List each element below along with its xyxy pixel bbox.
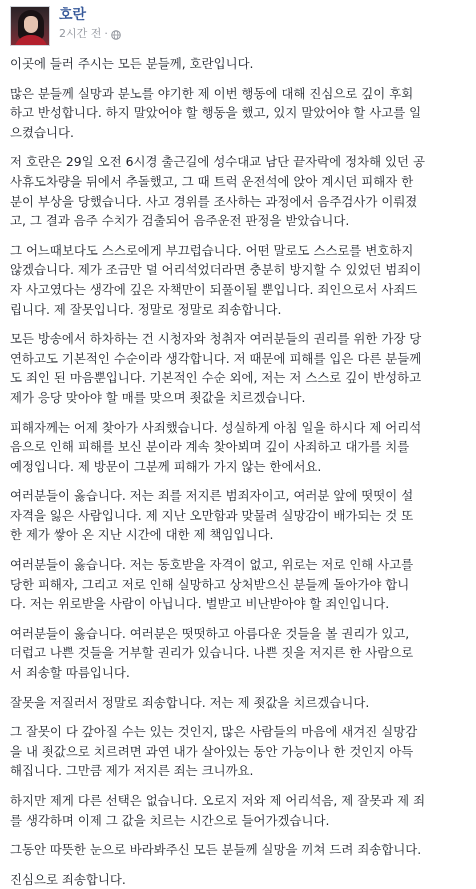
post-meta [59,26,121,41]
post-paragraph: 많은 분들께 실망과 분노를 야기한 제 이번 행동에 대해 진심으로 깊이 후회 하고 반성합니다. 하지 말았어야 할 행동을 했고, 있지 말았어야 할 사고를 일 으켰습니다. [10,85,422,140]
globe-icon[interactable] [111,29,121,39]
post-header [10,6,467,48]
post-paragraph: 여러분들이 옳습니다. 저는 죄를 저지른 범죄자이고, 여러분 앞에 떳떳이 설 자격을 잃은 사람입니다. 제 지난 오만함과 맞물려 실망감이 배가되는 것 또 한 제가 쌓아 온 지난 시간에 대한 제 책임입니다. [10,488,414,543]
post-paragraph: 여러분들이 옳습니다. 여러분은 떳떳하고 아름다운 것들을 볼 권리가 있고, 더럽고 나쁜 것들을 거부할 권리가 있습니다. 나쁜 짓을 저지른 한 사람으로 서 죄송할 따름입니다. [10,625,414,681]
avatar-face [24,16,38,33]
post-paragraph: 모든 방송에서 하차하는 건 시청자와 청취자 여러분들의 권리를 위한 가장 당 연하고도 기본적인 수순이라 생각합니다. 저 때문에 피해를 입은 다른 분들께 도 죄인 된 마음뿐입니다. 기본적인 수순 외에, 저는 저 스스로 깊이 반성하고 제가 응당 맞아야 할 매를 맞으며 죗값을 치르겠습니다. [10,331,422,405]
post-timestamp[interactable]: 2시간 전 [59,27,102,40]
post-paragraph: 저 호란은 29일 오전 6시경 출근길에 성수대교 남단 끝자락에 정차해 있던 공 사휴도차량을 뒤에서 추돌했고, 그 때 트럭 운전석에 앉아 계시던 피해자 한 분이 부상을 당했습니다. 사고 경위를 조사하는 과정에서 음주검사가 이뤄졌 고, 그 결과 음주 수치가 검출되어 음주운전 판정을 받았습니다. [10,154,425,229]
meta-separator: · [104,27,108,40]
avatar[interactable] [10,6,50,46]
post-paragraph: 잘못을 저질러서 정말로 죄송합니다. 저는 제 죗값을 치르겠습니다. [10,694,370,710]
post-paragraph: 진심으로 죄송합니다. [10,871,126,887]
post-paragraph: 여러분들이 옳습니다. 저는 동호받을 자격이 없고, 위로는 저로 인해 사고를 당한 피해자, 그리고 저로 인해 실망하고 상처받으신 분들께 돌아가야 합니 다. 저는 위로받을 사람이 아닙니다. 벌받고 비난받아야 할 죄인입니다. [10,557,414,612]
post-paragraph: 하지만 제게 다른 선택은 없습니다. 오로지 저와 제 어리석음, 제 잘못과 제 죄 를 생각하며 이제 그 값을 치르는 시간으로 들어가겠습니다. [10,793,426,828]
post-paragraph: 그동안 따뜻한 눈으로 바라봐주신 모든 분들께 실망을 끼쳐 드려 죄송합니다. [10,842,422,858]
post-paragraph: 이곳에 들러 주시는 모든 분들께, 호란입니다. [10,56,254,71]
post-paragraph: 그 잘못이 다 갚아질 수는 있는 것인지, 많은 사람들의 마음에 새겨진 실망감 을 내 죗값으로 치르려면 과연 내가 살아있는 동안 가능이나 한 것인지 아득 해집니다. 그만큼 제가 저지른 죄는 크니까요. [10,724,418,779]
post-body [10,54,467,889]
header-meta [59,6,121,41]
post-paragraph: 그 어느때보다도 스스로에게 부끄럽습니다. 어떤 말로도 스스로를 변호하지 않겠습니다. 제가 조금만 덜 어리석었더라면 충분히 방지할 수 있었던 범죄이 자 사고였다는 생각에 깊은 자책만이 되풀이될 뿐입니다. 죄인으로서 사죄드 립니다. 제 잘못입니다. 정말로 정말로 죄송합니다. [10,242,422,317]
author-name[interactable]: 호란 [59,7,87,23]
post-paragraph: 피해자께는 어제 찾아가 사죄했습니다. 성실하게 아침 일을 하시다 제 어리석 음으로 인해 피해를 보신 분이라 계속 찾아뵈며 깊이 사죄하고 대가를 치를 예정입니다. 제 방문이 그분께 피해가 가지 않는 한에서요. [10,419,422,474]
